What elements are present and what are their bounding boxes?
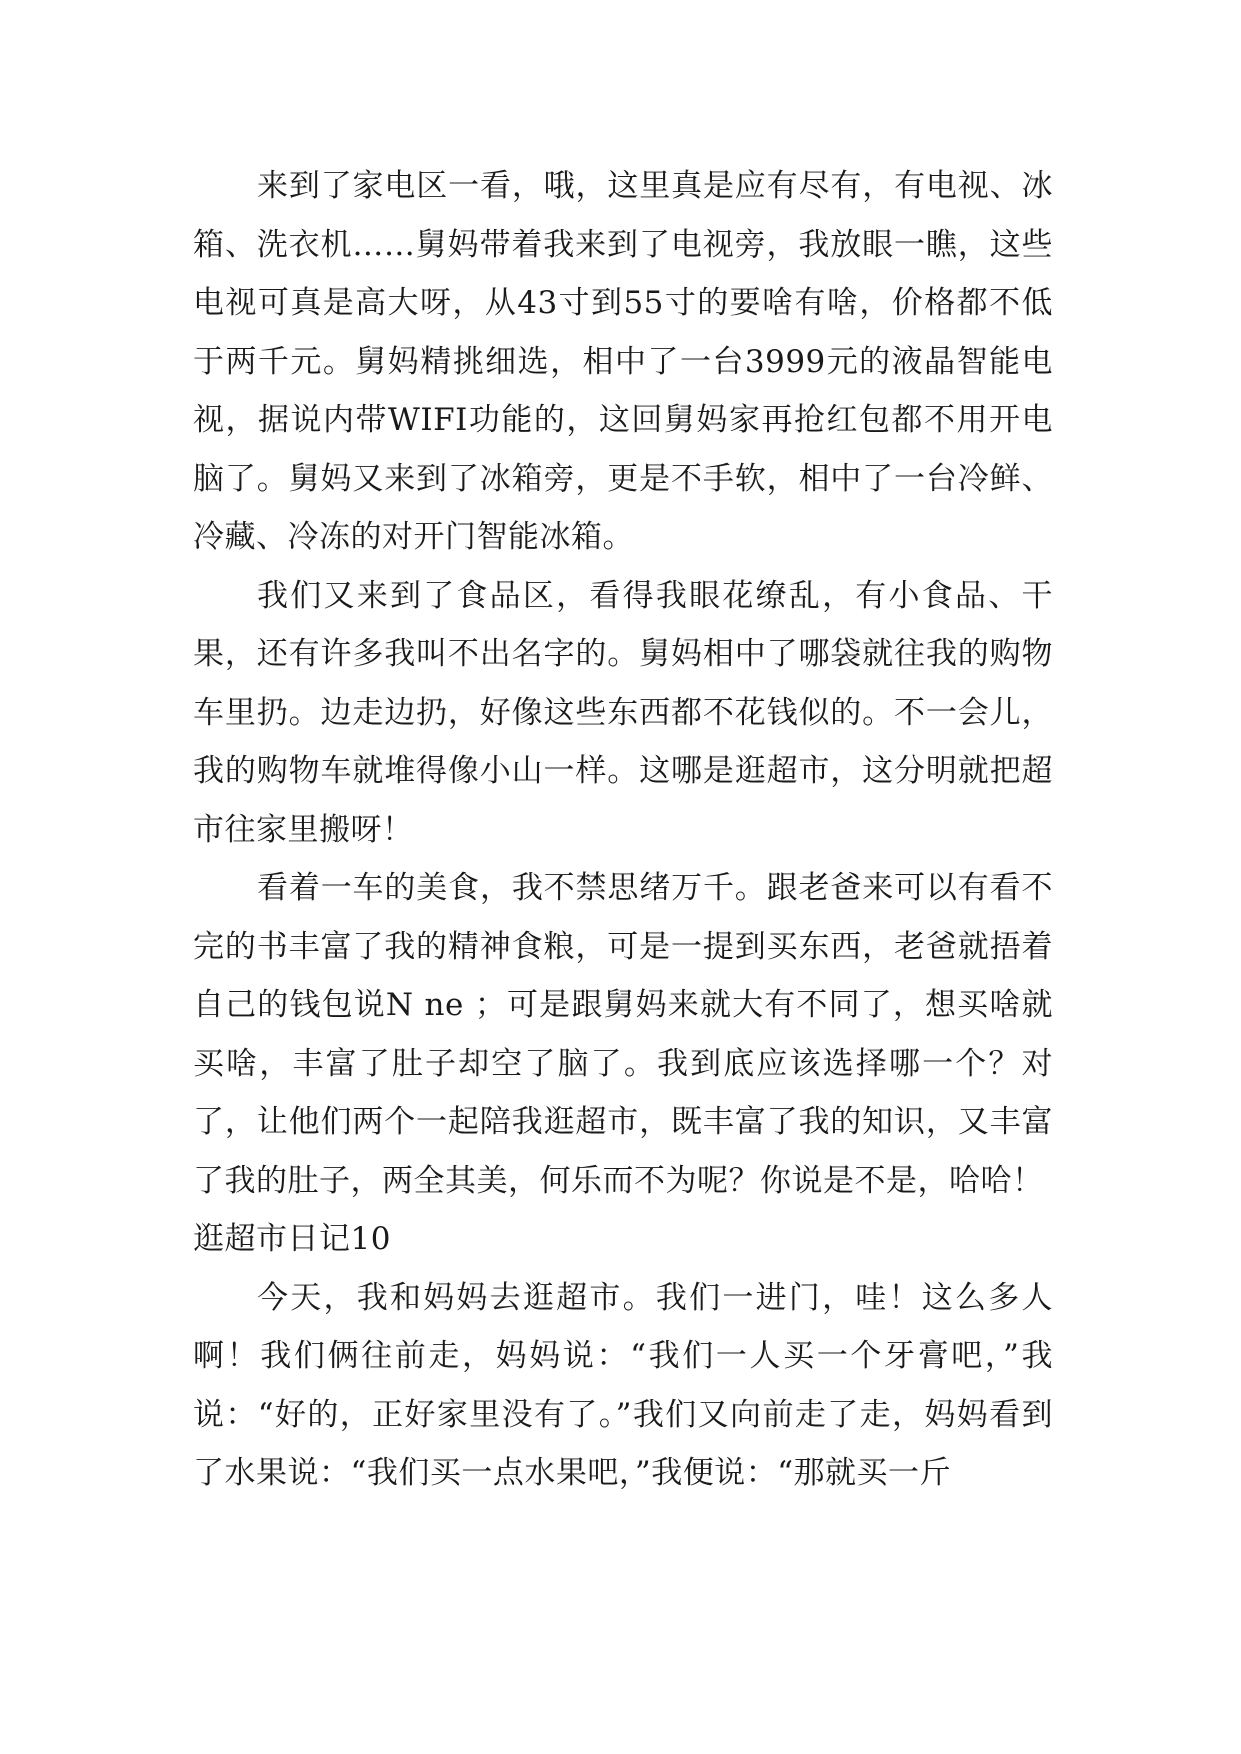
paragraph-reflection: 看着一车的美食，我不禁思绪万千。跟老爸来可以有看不完的书丰富了我的精神食粮，可是一提到买东西，老爸就捂着自己的钱包说N ne ；可是跟舅妈来就大有不同了，想买啥就买啥，丰富了肚子却空了脑了。我到底应该选择哪一个？对了，让他们两个一起陪我逛超市，既丰富了我的知识，又丰富了我的肚子，两全其美，何乐而不为呢？你说是不是，哈哈！ (193, 870, 1053, 1199)
paragraph-food-area: 我们又来到了食品区，看得我眼花缭乱，有小食品、干果，还有许多我叫不出名字的。舅妈相中了哪袋就往我的购物车里扔。边走边扔，好像这些东西都不花钱似的。不一会儿，我的购物车就堆得像小山一样。这哪是逛超市，这分明就把超市往家里搬呀！ (193, 577, 1053, 848)
paragraph-diary-10: 今天，我和妈妈去逛超市。我们一进门，哇！这么多人啊！我们俩往前走，妈妈说：“我们一人买一个牙膏吧，”我说：“好的，正好家里没有了。”我们又向前走了走，妈妈看到了水果说：“我们买一点水果吧，”我便说：“那就买一斤 (193, 1279, 1053, 1491)
document-body (193, 157, 1053, 1503)
section-title: 逛超市日记10 (193, 1221, 391, 1257)
paragraph-appliances: 来到了家电区一看，哦，这里真是应有尽有，有电视、冰箱、洗衣机……舅妈带着我来到了电视旁，我放眼一瞧，这些电视可真是高大呀，从43寸到55寸的要啥有啥，价格都不低于两千元。舅妈精挑细选，相中了一台3999元的液晶智能电视，据说内带WIFI功能的，这回舅妈家再抢红包都不用开电脑了。舅妈又来到了冰箱旁，更是不手软，相中了一台冷鲜、冷藏、冷冻的对开门智能冰箱。 (193, 168, 1053, 555)
